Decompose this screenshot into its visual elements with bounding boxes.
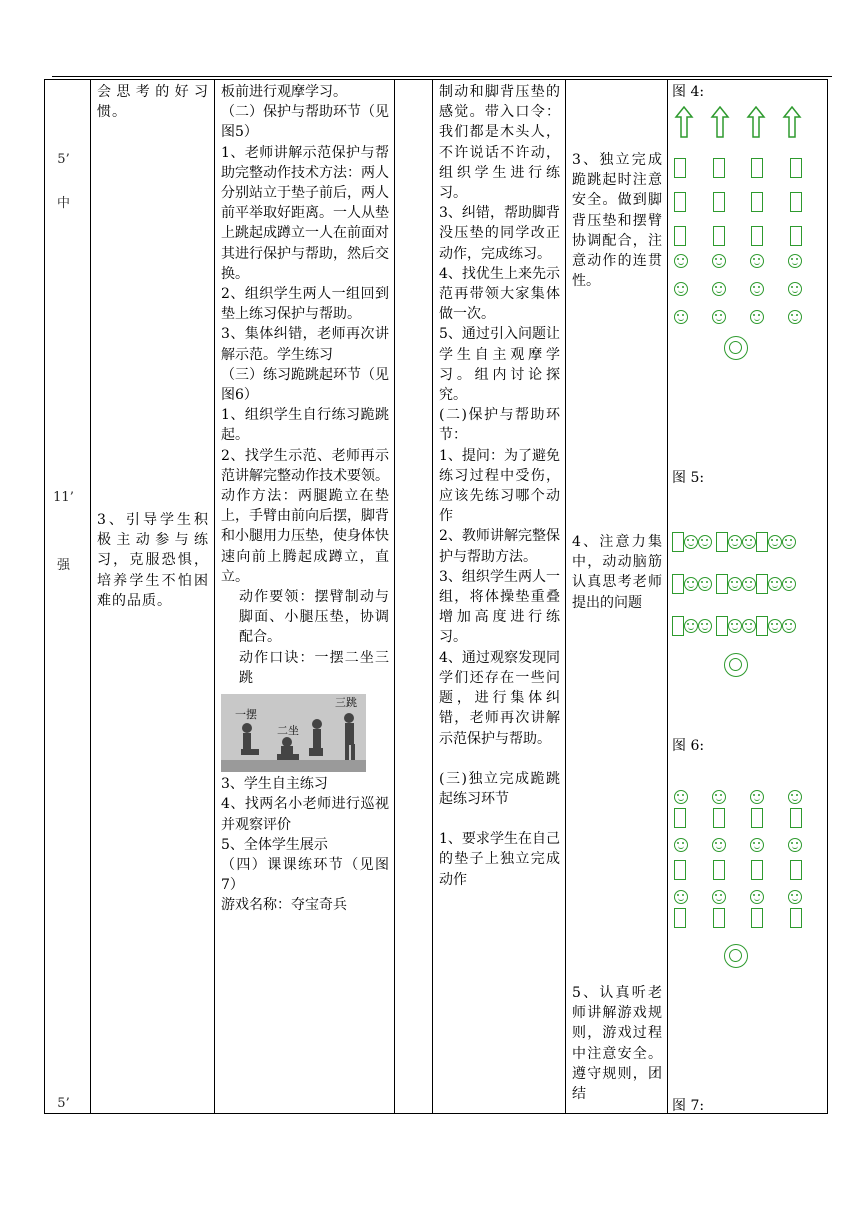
lesson-plan-table (44, 79, 828, 1114)
student-icon (788, 282, 802, 296)
intensity-2: 强 (56, 557, 70, 573)
student-icon (768, 577, 782, 591)
content-line: 4、找两名小老师进行巡视并观察评价 (221, 796, 389, 833)
mat-icon (674, 808, 686, 828)
student-icon (782, 619, 796, 633)
col-teacher-content (215, 80, 395, 1114)
mat-icon (751, 192, 763, 212)
content-line: 1、老师讲解示范保护与帮助完整动作技术方法：两人分别站立于垫子前后，两人前平举取好距离。一人从垫上跳起成蹲立一人在前面对其进行保护与帮助，然后交换。 (221, 144, 389, 282)
time-2: 11’ (53, 489, 74, 505)
mat-icon (790, 860, 802, 880)
method-line: 2、教师讲解完整保护与帮助方法。 (439, 528, 560, 565)
mat-icon (716, 532, 728, 552)
student-icon (768, 619, 782, 633)
method-line: 1、要求学生在自己的垫子上独立完成动作 (439, 831, 560, 888)
mat-icon (751, 860, 763, 880)
content-line: 动作要领：摆臂制动与脚面、小腿压垫，协调配合。 (239, 589, 389, 646)
mat-icon (790, 908, 802, 928)
student-icon (742, 619, 756, 633)
student-icon (742, 577, 756, 591)
student-icon (768, 535, 782, 549)
arrow-up-icon (746, 106, 766, 138)
content-line: 动作口诀：一摆二坐三跳 (239, 649, 389, 686)
student-icon (674, 310, 688, 324)
mat-icon (672, 532, 684, 552)
top-rule (52, 76, 832, 77)
student-icon (698, 535, 712, 549)
content-line: 3、学生自主练习 (221, 776, 328, 793)
student-icon (782, 535, 796, 549)
mat-icon (790, 226, 802, 246)
method-line: (三)独立完成跪跳起练习环节 (439, 770, 560, 807)
student-item-5: 5、认真听老师讲解游戏规则，游戏过程中注意安全。遵守规则，团结 (572, 985, 662, 1103)
student-icon (684, 619, 698, 633)
student-icon (674, 890, 688, 904)
col-figures (668, 80, 828, 1114)
mat-icon (756, 574, 768, 594)
content-line: 板前进行观摩学习。 (221, 84, 347, 100)
student-icon (750, 254, 764, 268)
student-icon (712, 838, 726, 852)
kneel-jump-illustration (221, 694, 366, 772)
col-teacher-method (433, 80, 566, 1114)
student-icon (674, 790, 688, 804)
student-icon (674, 282, 688, 296)
student-icon (728, 619, 742, 633)
student-icon (698, 619, 712, 633)
mat-icon (790, 192, 802, 212)
mat-icon (751, 808, 763, 828)
student-icon (788, 838, 802, 852)
mat-icon (751, 158, 763, 178)
figure-4-diagram (668, 106, 828, 366)
mat-icon (674, 192, 686, 212)
figure-5-diagram (672, 532, 832, 683)
mat-icon (756, 532, 768, 552)
intensity-1: 中 (56, 195, 70, 211)
method-line: 5、通过引入问题让学生自主观摩学习。组内讨论探究。 (439, 326, 560, 404)
arrow-up-icon (674, 106, 694, 138)
student-icon (788, 310, 802, 324)
student-icon (712, 254, 726, 268)
photo-label: 一摆 (235, 708, 257, 722)
student-icon (788, 254, 802, 268)
method-line: 1、提问：为了避免练习过程中受伤，应该先练习哪个动作 (439, 447, 560, 525)
method-line: 制动和脚背压垫的感觉。带入口令：我们都是木头人，不许说话不许动，组织学生进行练习。 (439, 84, 560, 202)
student-icon (750, 790, 764, 804)
mat-icon (674, 860, 686, 880)
student-icon (698, 577, 712, 591)
figure-4-label: 图 4: (672, 84, 705, 100)
figure-5-label: 图 5: (672, 470, 705, 486)
time-3: 5’ (57, 1095, 70, 1111)
student-icon (684, 577, 698, 591)
content-line: 5、全体学生展示 (221, 836, 328, 853)
student-icon (712, 790, 726, 804)
student-icon (684, 535, 698, 549)
content-line: （四）课课练环节（见图7） (221, 856, 389, 894)
mat-icon (756, 616, 768, 636)
student-icon (750, 890, 764, 904)
student-icon (674, 838, 688, 852)
photo-label: 三跳 (335, 696, 357, 710)
method-line: (二)保护与帮助环节： (439, 407, 560, 444)
content-line: 游戏名称：夺宝奇兵 (221, 897, 347, 914)
student-icon (782, 577, 796, 591)
mat-icon (713, 158, 725, 178)
student-icon (712, 310, 726, 324)
student-icon (674, 254, 688, 268)
student-icon (712, 890, 726, 904)
figure-6-label: 图 6: (672, 738, 705, 754)
figure-7-label: 图 7: (672, 1098, 705, 1114)
student-icon (742, 535, 756, 549)
mat-icon (672, 574, 684, 594)
student-icon (788, 890, 802, 904)
col-goals (91, 80, 215, 1114)
mat-icon (790, 158, 802, 178)
student-icon (728, 577, 742, 591)
mat-icon (790, 808, 802, 828)
method-line: 3、组织学生两人一组，将体操垫重叠增加高度进行练习。 (439, 568, 560, 646)
student-icon (788, 790, 802, 804)
mat-icon (751, 908, 763, 928)
mat-icon (713, 808, 725, 828)
time-1: 5’ (57, 151, 70, 167)
content-line: 3、集体纠错，老师再次讲解示范。学生练习 (221, 326, 389, 363)
content-line: 动作方法：两腿跪立在垫上，手臂由前向后摆，脚背和小腿用力压垫，使身体快速向前上腾起成蹲立，直立。 (221, 488, 389, 585)
mat-icon (713, 860, 725, 880)
col-section (45, 80, 91, 1114)
figure-6-diagram (668, 790, 828, 974)
mat-icon (674, 158, 686, 178)
content-line: 1、组织学生自行练习跪跳起。 (221, 407, 389, 444)
mat-icon (674, 226, 686, 246)
mat-icon (713, 226, 725, 246)
goal-continued: 会思考的好习惯。 (97, 84, 209, 121)
student-item-3: 3、独立完成跪跳起时注意安全。做到脚背压垫和摆臂协调配合，注意动作的连贯性。 (572, 152, 662, 290)
teacher-icon (724, 653, 748, 677)
student-icon (728, 535, 742, 549)
method-line: 3、纠错，帮助脚背没压垫的同学改正动作，完成练习。 (439, 205, 560, 262)
teacher-icon (724, 336, 748, 360)
teacher-icon (724, 944, 748, 968)
student-icon (712, 282, 726, 296)
mat-icon (672, 616, 684, 636)
mat-icon (751, 226, 763, 246)
student-item-4: 4、注意力集中，动动脑筋认真思考老师提出的问题 (572, 534, 662, 611)
mat-icon (674, 908, 686, 928)
col-student-activity (566, 80, 668, 1114)
content-line: 2、找学生示范、老师再示范讲解完整动作技术要领。 (221, 447, 389, 484)
student-icon (750, 310, 764, 324)
goal-3: 3、引导学生积极主动参与练习，克服恐惧，培养学生不怕困难的品质。 (97, 512, 209, 609)
content-line: （二）保护与帮助环节（见图5） (221, 104, 389, 141)
photo-label: 二坐 (277, 724, 299, 738)
arrow-up-icon (782, 106, 802, 138)
method-line: 4、找优生上来先示范再带领大家集体做一次。 (439, 265, 560, 323)
content-line: 2、组织学生两人一组回到垫上练习保护与帮助。 (221, 286, 389, 323)
method-line: 4、通过观察发现同学们还存在一些问题，进行集体纠错，老师再次讲解示范保护与帮助。 (439, 649, 560, 747)
mat-icon (716, 616, 728, 636)
mat-icon (713, 908, 725, 928)
mat-icon (716, 574, 728, 594)
student-icon (750, 282, 764, 296)
mat-icon (713, 192, 725, 212)
content-line: （三）练习跪跳起环节（见图6） (221, 366, 389, 404)
arrow-up-icon (710, 106, 730, 138)
student-icon (750, 838, 764, 852)
